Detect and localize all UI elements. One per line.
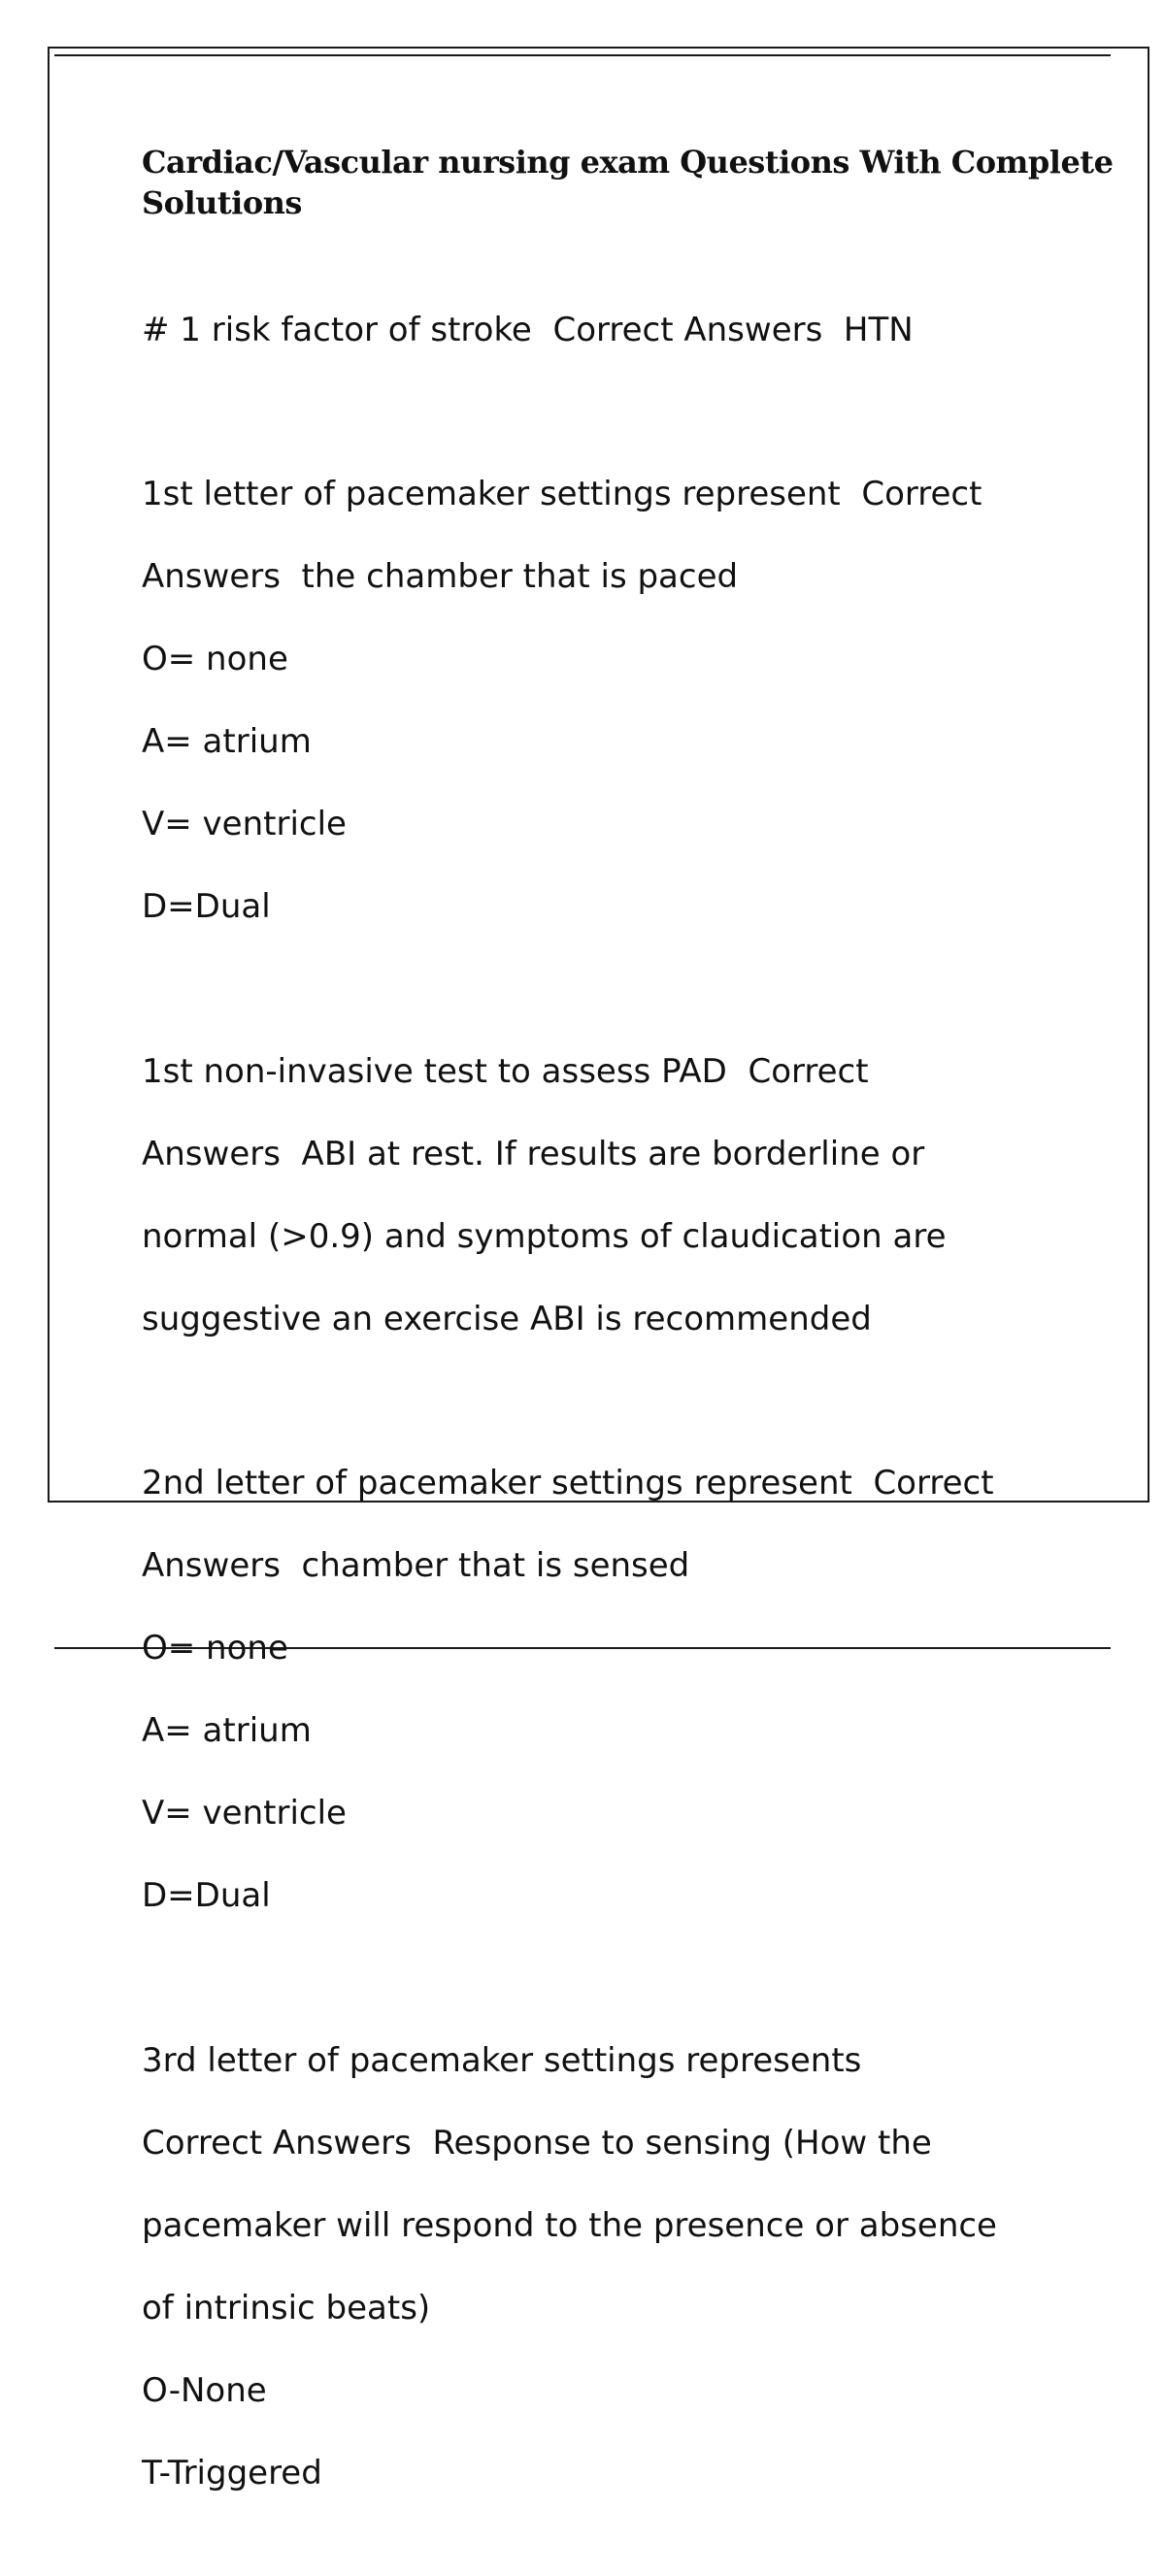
qa-line: T-Triggered <box>142 2453 322 2493</box>
qa-entry-pacemaker-first-letter <box>142 433 1064 970</box>
header-rule <box>54 54 1111 56</box>
title-line: Solutions <box>142 184 302 221</box>
qa-line: 1st letter of pacemaker settings represent Correct <box>142 475 982 513</box>
qa-line: 2nd letter of pacemaker settings represent Correct <box>142 1464 994 1503</box>
qa-line: O= none <box>142 1629 288 1668</box>
qa-line: of intrinsic beats) <box>142 2288 431 2328</box>
qa-entry-pad-test <box>142 1009 1064 1381</box>
title-line: Cardiac/Vascular nursing exam Questions With Complete <box>142 144 1114 181</box>
qa-line: 1st non-invasive test to assess PAD Correct <box>142 1051 869 1091</box>
qa-line: V= ventricle <box>142 1794 347 1833</box>
qa-entry-pacemaker-third-letter <box>142 1998 1064 2535</box>
qa-line: O= none <box>142 640 288 678</box>
qa-line: pacemaker will respond to the presence or absence <box>142 2205 997 2245</box>
qa-line: suggestive an exercise ABI is recommended <box>142 1299 872 1338</box>
document-title <box>142 142 1114 223</box>
qa-line: Answers the chamber that is paced <box>142 557 739 596</box>
qa-entry-pacemaker-second-letter <box>142 1422 1064 1959</box>
qa-line: Answers chamber that is sensed <box>142 1546 690 1585</box>
qa-line: normal (>0.9) and symptoms of claudication are <box>142 1216 947 1256</box>
qa-line: V= ventricle <box>142 805 347 843</box>
document-body <box>142 142 1114 2576</box>
qa-line: 3rd letter of pacemaker settings represents <box>142 2040 862 2080</box>
qa-line: D=Dual <box>142 1876 271 1915</box>
qa-line: A= atrium <box>142 722 312 761</box>
qa-line: # 1 risk factor of stroke Correct Answers HTN <box>142 310 914 349</box>
qa-line: D=Dual <box>142 887 271 926</box>
qa-line: Answers ABI at rest. If results are borderline or <box>142 1134 925 1173</box>
qa-line: O-None <box>142 2370 267 2410</box>
qa-entry-stroke-risk <box>142 268 1064 392</box>
qa-line: A= atrium <box>142 1711 312 1750</box>
qa-line: Correct Answers Response to sensing (How the <box>142 2123 932 2163</box>
